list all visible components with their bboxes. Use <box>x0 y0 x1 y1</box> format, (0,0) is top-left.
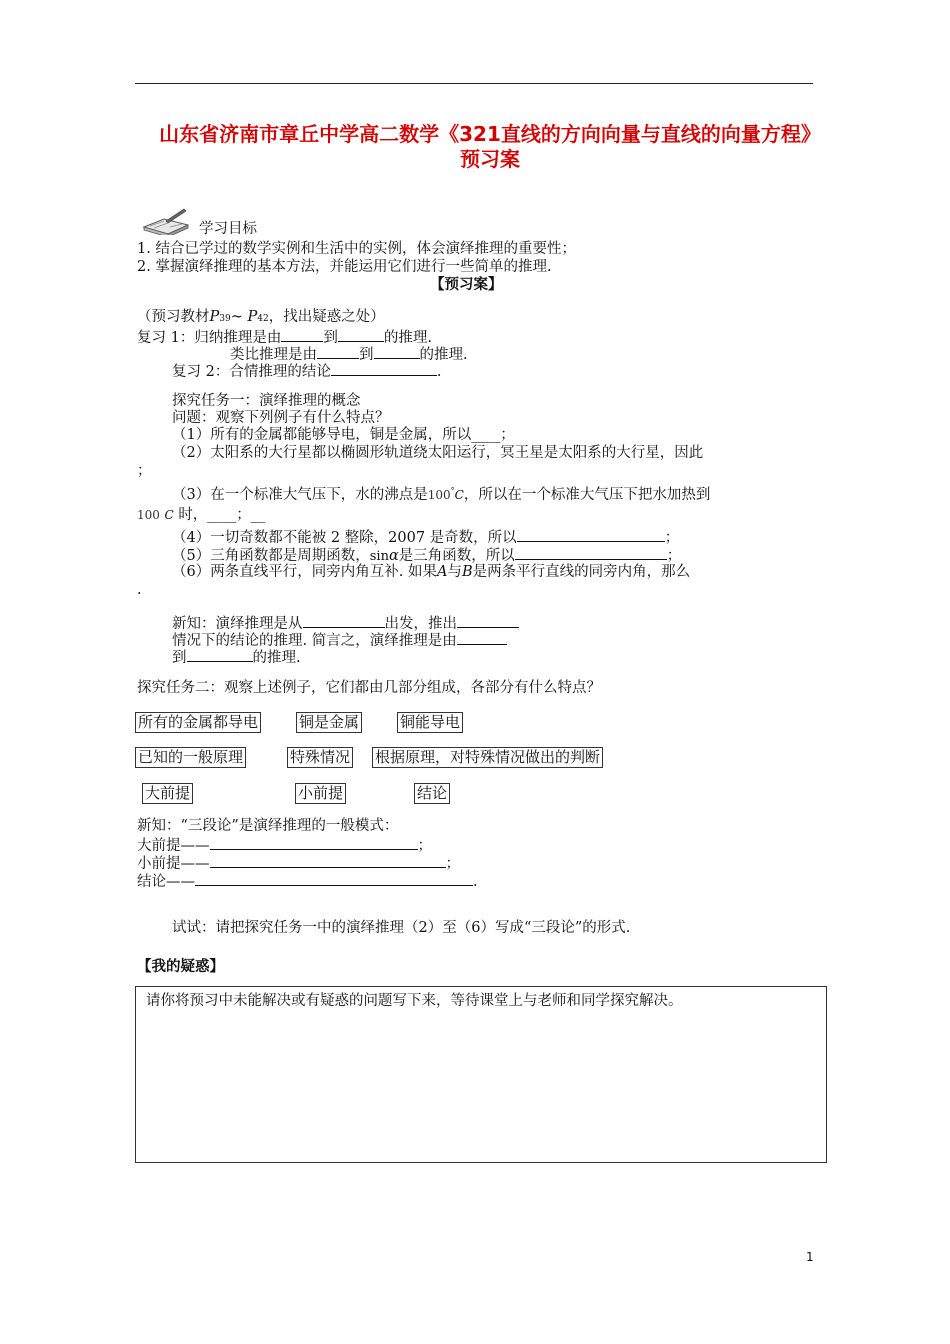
review-1: 复习 1：归纳推理是由 到 的推理. <box>137 327 432 347</box>
new-knowledge-1: 新知：演绎推理是从 出发，推出 <box>172 613 519 633</box>
new-knowledge-2: 新知：“三段论”是演绎推理的一般模式： <box>137 818 399 834</box>
concept-box: 已知的一般原理 <box>135 747 246 768</box>
page-number: 1 <box>806 1250 814 1264</box>
concept-box: 结论 <box>414 783 450 804</box>
example-5: （5）三角函数都是周期函数，sinα是三角函数，所以 ； <box>172 545 681 565</box>
example-4: （4）一切奇数都不能被 2 整除，2007 是奇数，所以 ； <box>172 527 679 547</box>
minor-premise: 小前提—— ； <box>137 853 460 873</box>
objective-item: 1. 结合已学过的数学实例和生活中的实例，体会演绎推理的重要性； <box>137 241 576 257</box>
concept-box: 铜能导电 <box>397 712 463 733</box>
objective-item: 2. 掌握演绎推理的基本方法，并能运用它们进行一些简单的推理. <box>137 259 552 275</box>
task2-heading: 探究任务二：观察上述例子，它们都由几部分组成，各部分有什么特点？ <box>137 680 601 696</box>
concept-box: 根据原理，对特殊情况做出的判断 <box>372 747 603 768</box>
book-icon <box>140 207 192 235</box>
example-6: （6）两条直线平行，同旁内角互补. 如果A与B是两条平行直线的同旁内角，那么 <box>172 564 691 580</box>
document-title: 山东省济南市章丘中学高二数学《321直线的方向向量与直线的向量方程》预习案 <box>159 122 821 171</box>
review-2: 复习 2：合情推理的结论 . <box>172 361 441 381</box>
new-knowledge-1-line3: 到 的推理. <box>172 647 301 667</box>
example-6-end: . <box>137 582 142 598</box>
task1-heading: 探究任务一：演绎推理的概念 <box>172 393 361 409</box>
preview-heading: 【预习案】 <box>430 277 503 293</box>
header-rule <box>135 83 813 84</box>
review-1b: 类比推理是由 到 的推理. <box>230 344 468 364</box>
concept-box: 特殊情况 <box>287 747 353 768</box>
objectives-heading: 学习目标 <box>199 221 257 237</box>
example-3-cont: 100 C 时，____；__ <box>137 507 266 523</box>
concept-box: 小前提 <box>295 783 346 804</box>
new-knowledge-1-line2: 情况下的结论的推理. 简言之，演绎推理是由 <box>172 630 507 650</box>
example-1: （1）所有的金属都能够导电，铜是金属，所以____； <box>172 427 515 443</box>
conclusion: 结论—— . <box>137 871 478 891</box>
concept-box: 所有的金属都导电 <box>135 712 261 733</box>
doubt-box[interactable] <box>135 986 827 1163</box>
major-premise: 大前提—— ； <box>137 835 432 855</box>
doubt-heading: 【我的疑惑】 <box>137 959 224 975</box>
concept-box: 铜是金属 <box>296 712 362 733</box>
example-2: （2）太阳系的大行星都以椭圆形轨道绕太阳运行，冥王星是太阳系的大行星，因此 <box>172 445 704 461</box>
example-2-end: ； <box>137 463 152 479</box>
preview-note: （预习教材P39~ P42，找出疑惑之处） <box>137 309 385 325</box>
task1-question: 问题：观察下列例子有什么特点？ <box>172 410 390 426</box>
doubt-prompt: 请你将预习中未能解决或有疑惑的问题写下来，等待课堂上与老师和同学探究解决。 <box>146 993 683 1009</box>
concept-box: 大前提 <box>142 783 193 804</box>
example-3: （3）在一个标准大气压下，水的沸点是100°C，所以在一个标准大气压下把水加热到 <box>172 486 711 503</box>
try-it: 试试：请把探究任务一中的演绎推理（2）至（6）写成“三段论”的形式. <box>172 920 631 936</box>
